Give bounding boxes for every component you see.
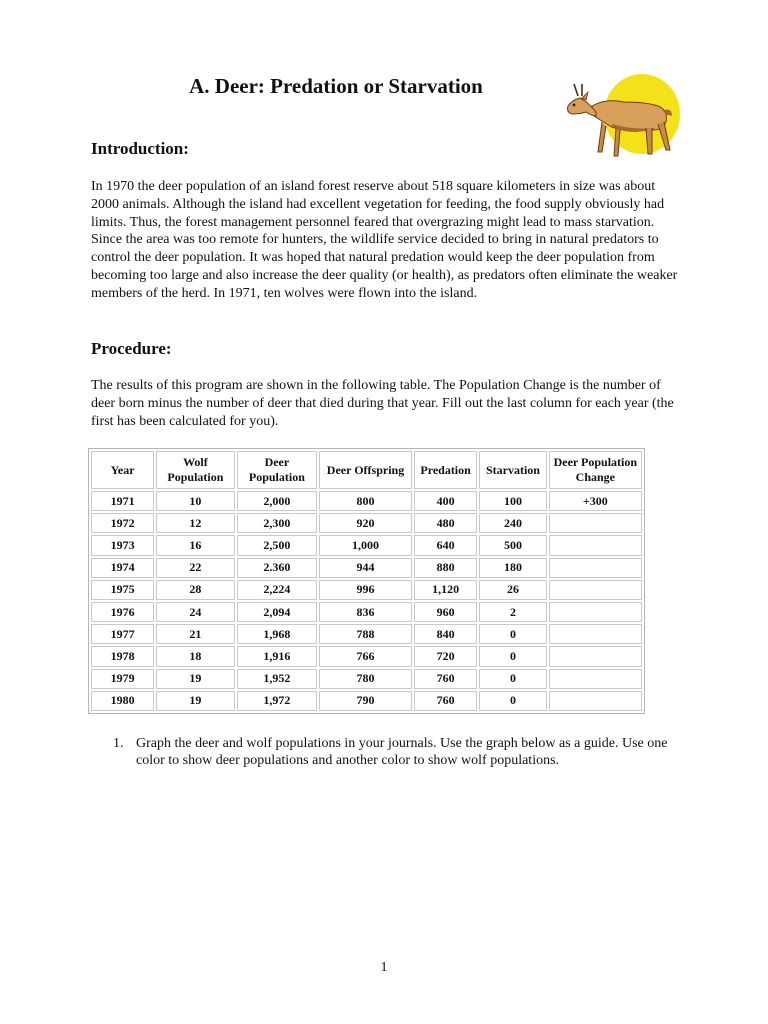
cell-wolf-population: 10	[156, 491, 235, 511]
cell-deer-offspring: 996	[319, 580, 412, 600]
cell-starvation: 240	[479, 513, 546, 533]
cell-predation: 760	[414, 669, 477, 689]
cell-year: 1977	[91, 624, 154, 644]
cell-year: 1975	[91, 580, 154, 600]
cell-deer-offspring: 836	[319, 602, 412, 622]
table-row	[91, 535, 642, 555]
header-deer-population: Deer Population	[237, 451, 317, 489]
cell-predation: 480	[414, 513, 477, 533]
cell-deer-population: 2.360	[237, 558, 317, 578]
cell-predation: 1,120	[414, 580, 477, 600]
cell-predation: 400	[414, 491, 477, 511]
cell-predation: 720	[414, 646, 477, 666]
table-row	[91, 558, 642, 578]
procedure-heading: Procedure:	[91, 339, 172, 358]
table-row	[91, 491, 642, 511]
cell-deer-population: 1,916	[237, 646, 317, 666]
cell-wolf-population: 12	[156, 513, 235, 533]
cell-population-change	[549, 513, 642, 533]
cell-wolf-population: 24	[156, 602, 235, 622]
cell-predation: 840	[414, 624, 477, 644]
cell-population-change: +300	[549, 491, 642, 511]
deer-clipart-icon	[562, 72, 684, 164]
cell-year: 1976	[91, 602, 154, 622]
question-text: Graph the deer and wolf populations in your journals. Use the graph below as a guide. Use one color to show deer populations and another color to show wolf populations.	[136, 736, 668, 768]
procedure-text: The results of this program are shown in the following table. The Population Change is the number of deer born minus the number of deer that died during that year. Fill out the last column for each year (the first has been calculated for you).	[91, 378, 674, 429]
cell-deer-population: 2,500	[237, 535, 317, 555]
question-item	[91, 735, 671, 769]
cell-starvation: 0	[479, 646, 546, 666]
introduction-text: In 1970 the deer population of an island forest reserve about 518 square kilometers in size was about 2000 animals. Although the island had excellent vegetation for feeding, the food supply obviously had limits. Thus, the forest management personnel feared that overgrazing might lead to mass starvation. Since the area was too remote for hunters, the wildlife service decided to bring in natural predators to control the deer population. It was hoped that natural predation would keep the deer population from becoming too large and also increase the deer quality (or health), as predators often eliminate the weaker members of the herd. In 1971, ten wolves were flown into the island.	[91, 179, 678, 301]
table-header-row	[91, 451, 642, 489]
table-row	[91, 602, 642, 622]
table-row	[91, 646, 642, 666]
cell-deer-population: 2,224	[237, 580, 317, 600]
cell-starvation: 500	[479, 535, 546, 555]
cell-population-change	[549, 691, 642, 711]
cell-predation: 760	[414, 691, 477, 711]
cell-starvation: 180	[479, 558, 546, 578]
cell-predation: 960	[414, 602, 477, 622]
header-population-change: Deer Population Change	[549, 451, 642, 489]
header-starvation: Starvation	[479, 451, 546, 489]
cell-deer-offspring: 790	[319, 691, 412, 711]
table-row	[91, 580, 642, 600]
cell-wolf-population: 21	[156, 624, 235, 644]
page-number: 1	[380, 960, 388, 975]
cell-deer-offspring: 780	[319, 669, 412, 689]
cell-population-change	[549, 535, 642, 555]
cell-deer-offspring: 800	[319, 491, 412, 511]
cell-year: 1971	[91, 491, 154, 511]
cell-year: 1974	[91, 558, 154, 578]
table-row	[91, 624, 642, 644]
cell-deer-population: 2,000	[237, 491, 317, 511]
table-row	[91, 669, 642, 689]
table-row	[91, 513, 642, 533]
cell-starvation: 0	[479, 624, 546, 644]
population-table	[88, 448, 645, 714]
page-title: A. Deer: Predation or Starvation	[189, 74, 483, 98]
header-wolf-population: Wolf Population	[156, 451, 235, 489]
cell-year: 1979	[91, 669, 154, 689]
cell-deer-population: 1,972	[237, 691, 317, 711]
cell-starvation: 100	[479, 491, 546, 511]
cell-wolf-population: 22	[156, 558, 235, 578]
cell-wolf-population: 19	[156, 669, 235, 689]
cell-wolf-population: 28	[156, 580, 235, 600]
cell-deer-offspring: 920	[319, 513, 412, 533]
cell-population-change	[549, 558, 642, 578]
cell-population-change	[549, 646, 642, 666]
cell-deer-offspring: 788	[319, 624, 412, 644]
question-list	[91, 735, 671, 769]
cell-population-change	[549, 669, 642, 689]
cell-wolf-population: 19	[156, 691, 235, 711]
cell-predation: 640	[414, 535, 477, 555]
cell-population-change	[549, 580, 642, 600]
cell-deer-offspring: 944	[319, 558, 412, 578]
cell-wolf-population: 18	[156, 646, 235, 666]
cell-starvation: 26	[479, 580, 546, 600]
cell-starvation: 0	[479, 691, 546, 711]
cell-year: 1980	[91, 691, 154, 711]
question-number: 1.	[113, 736, 124, 751]
cell-deer-population: 1,968	[237, 624, 317, 644]
cell-deer-offspring: 766	[319, 646, 412, 666]
table-row	[91, 691, 642, 711]
cell-population-change	[549, 624, 642, 644]
cell-year: 1978	[91, 646, 154, 666]
cell-predation: 880	[414, 558, 477, 578]
cell-starvation: 0	[479, 669, 546, 689]
introduction-heading: Introduction:	[91, 139, 189, 158]
header-year: Year	[91, 451, 154, 489]
cell-year: 1973	[91, 535, 154, 555]
cell-deer-offspring: 1,000	[319, 535, 412, 555]
cell-deer-population: 1,952	[237, 669, 317, 689]
cell-wolf-population: 16	[156, 535, 235, 555]
cell-deer-population: 2,300	[237, 513, 317, 533]
cell-starvation: 2	[479, 602, 546, 622]
cell-year: 1972	[91, 513, 154, 533]
cell-population-change	[549, 602, 642, 622]
cell-deer-population: 2,094	[237, 602, 317, 622]
header-predation: Predation	[414, 451, 477, 489]
header-deer-offspring: Deer Offspring	[319, 451, 412, 489]
